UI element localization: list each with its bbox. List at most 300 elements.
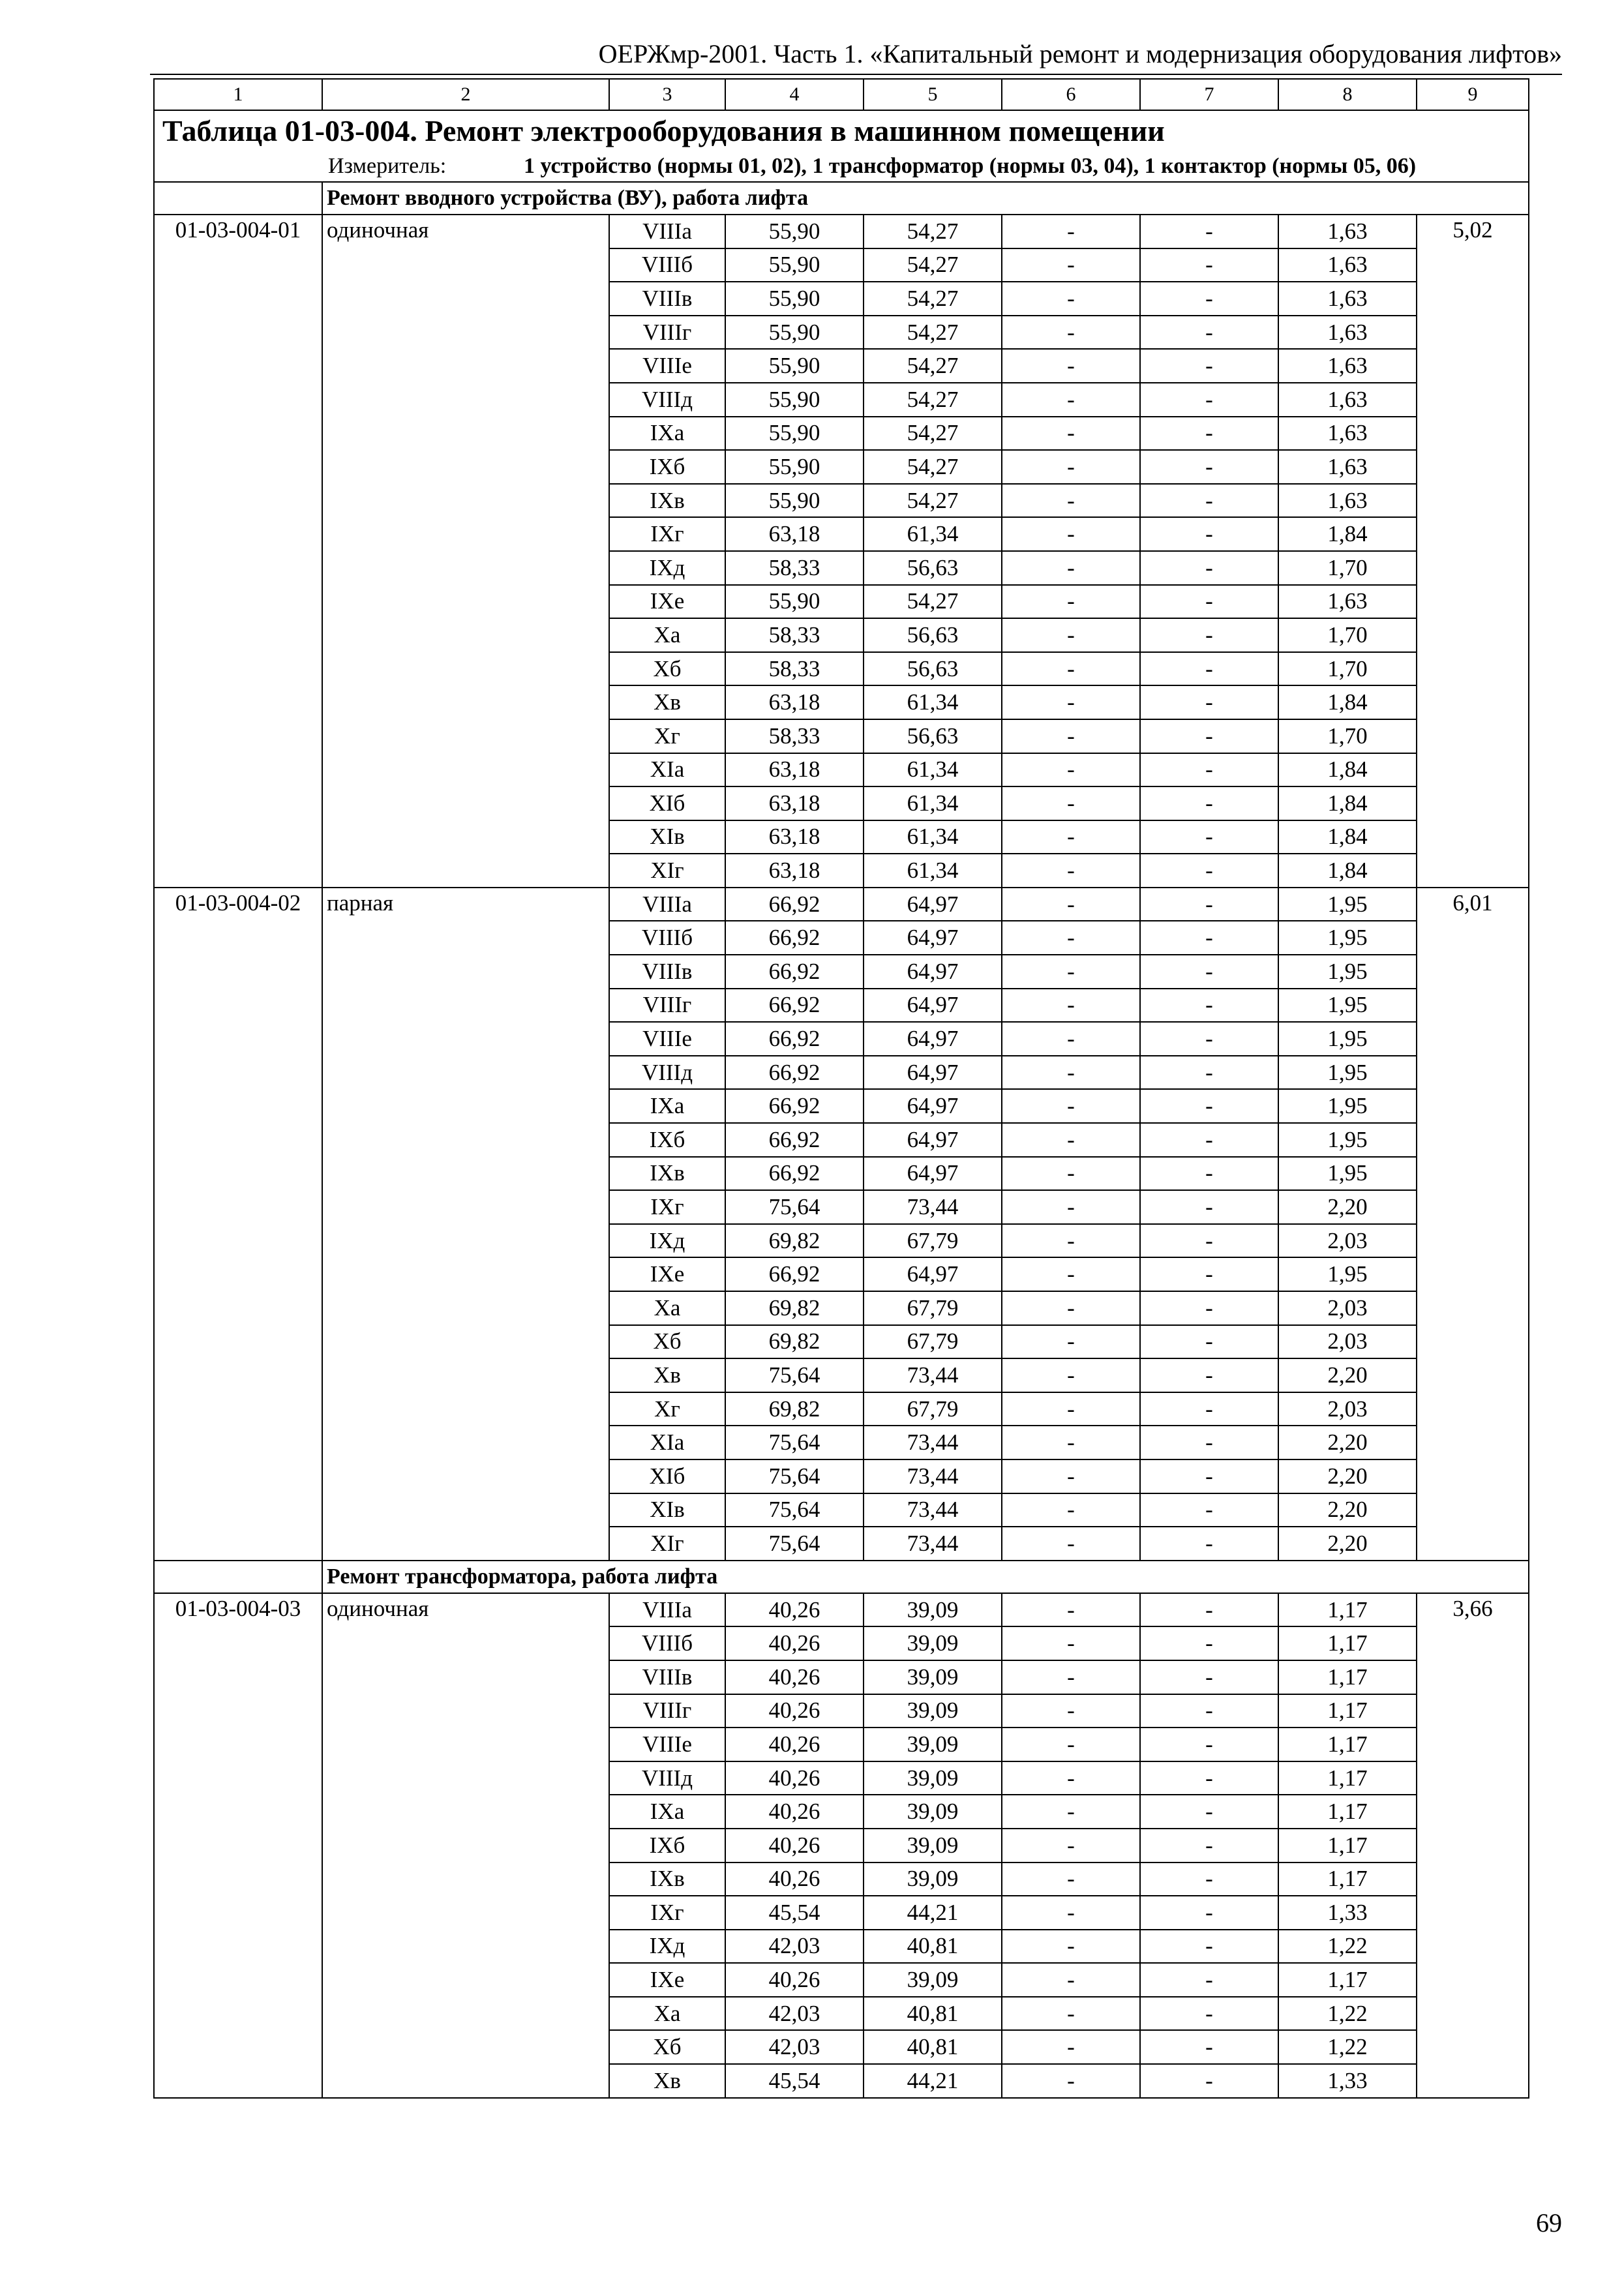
machine-cell: - <box>1002 1022 1140 1056</box>
zone-cell: VIIIб <box>609 1626 725 1660</box>
total-cost-cell: 75,64 <box>725 1493 864 1527</box>
zone-cell: VIIIд <box>609 383 725 417</box>
wages-cell: 73,44 <box>864 1493 1002 1527</box>
machine-cell: - <box>1002 417 1140 451</box>
total-cost-cell: 40,26 <box>725 1795 864 1829</box>
zone-cell: Xа <box>609 618 725 652</box>
rate-code: 01-03-004-03 <box>154 1593 322 2098</box>
total-cost-cell: 66,92 <box>725 1157 864 1191</box>
column-number: 5 <box>864 79 1002 110</box>
total-cost-cell: 63,18 <box>725 786 864 820</box>
zone-cell: XIа <box>609 753 725 787</box>
machine-cell: - <box>1002 1291 1140 1325</box>
table-title: Таблица 01-03-004. Ремонт электрооборудования в машинном помещении <box>154 110 1529 151</box>
machine-cell: - <box>1002 282 1140 316</box>
zone-cell: XIв <box>609 820 725 854</box>
running-header: ОЕРЖмр-2001. Часть 1. «Капитальный ремонт и модернизация оборудования лифтов» <box>598 39 1562 68</box>
zone-cell: IXд <box>609 1930 725 1964</box>
zone-cell: VIIIе <box>609 349 725 383</box>
zone-cell: IXг <box>609 1896 725 1930</box>
table-row <box>154 215 1529 248</box>
machine-cell: - <box>1002 1426 1140 1459</box>
materials-cell: 1,84 <box>1278 753 1417 787</box>
wages-cell: 64,97 <box>864 1257 1002 1291</box>
machinist-wages-cell: - <box>1140 1325 1278 1359</box>
machine-cell: - <box>1002 820 1140 854</box>
machinist-wages-cell: - <box>1140 1190 1278 1224</box>
total-cost-cell: 66,92 <box>725 888 864 921</box>
wages-cell: 56,63 <box>864 652 1002 686</box>
machinist-wages-cell: - <box>1140 753 1278 787</box>
wages-cell: 54,27 <box>864 349 1002 383</box>
zone-cell: IXа <box>609 417 725 451</box>
materials-cell: 1,84 <box>1278 517 1417 551</box>
total-cost-cell: 55,90 <box>725 417 864 451</box>
total-cost-cell: 55,90 <box>725 383 864 417</box>
total-cost-cell: 66,92 <box>725 1056 864 1090</box>
materials-cell: 1,84 <box>1278 854 1417 888</box>
wages-cell: 54,27 <box>864 282 1002 316</box>
materials-cell: 1,63 <box>1278 383 1417 417</box>
machinist-wages-cell: - <box>1140 820 1278 854</box>
materials-cell: 2,03 <box>1278 1224 1417 1258</box>
wages-cell: 39,09 <box>864 1761 1002 1795</box>
zone-cell: Xб <box>609 2030 725 2064</box>
machine-cell: - <box>1002 618 1140 652</box>
column-number: 2 <box>322 79 609 110</box>
wages-cell: 64,97 <box>864 888 1002 921</box>
total-cost-cell: 45,54 <box>725 2064 864 2098</box>
machine-cell: - <box>1002 1459 1140 1493</box>
machine-cell: - <box>1002 1660 1140 1694</box>
total-cost-cell: 55,90 <box>725 248 864 282</box>
total-cost-cell: 40,26 <box>725 1593 864 1627</box>
materials-cell: 1,70 <box>1278 652 1417 686</box>
zone-cell: Xа <box>609 1291 725 1325</box>
section-title: Ремонт вводного устройства (ВУ), работа лифта <box>322 182 1529 215</box>
machinist-wages-cell: - <box>1140 316 1278 350</box>
zone-cell: VIIIа <box>609 215 725 248</box>
total-cost-cell: 42,03 <box>725 1930 864 1964</box>
machine-cell: - <box>1002 753 1140 787</box>
machinist-wages-cell: - <box>1140 1896 1278 1930</box>
machinist-wages-cell: - <box>1140 417 1278 451</box>
machine-cell: - <box>1002 2064 1140 2098</box>
zone-cell: VIIIд <box>609 1761 725 1795</box>
total-cost-cell: 66,92 <box>725 1257 864 1291</box>
machinist-wages-cell: - <box>1140 1459 1278 1493</box>
wages-cell: 40,81 <box>864 1930 1002 1964</box>
machinist-wages-cell: - <box>1140 1863 1278 1896</box>
total-cost-cell: 66,92 <box>725 921 864 955</box>
machinist-wages-cell: - <box>1140 854 1278 888</box>
zone-cell: VIIIа <box>609 888 725 921</box>
wages-cell: 54,27 <box>864 417 1002 451</box>
total-cost-cell: 75,64 <box>725 1527 864 1561</box>
machine-cell: - <box>1002 551 1140 585</box>
machine-cell: - <box>1002 1157 1140 1191</box>
machinist-wages-cell: - <box>1140 2064 1278 2098</box>
materials-cell: 1,63 <box>1278 484 1417 518</box>
materials-cell: 1,70 <box>1278 551 1417 585</box>
machinist-wages-cell: - <box>1140 450 1278 484</box>
machinist-wages-cell: - <box>1140 1392 1278 1426</box>
wages-cell: 56,63 <box>864 551 1002 585</box>
wages-cell: 73,44 <box>864 1426 1002 1459</box>
zone-cell: VIIIв <box>609 1660 725 1694</box>
materials-cell: 1,22 <box>1278 2030 1417 2064</box>
materials-cell: 1,95 <box>1278 1056 1417 1090</box>
zone-cell: XIг <box>609 854 725 888</box>
header-rule <box>150 74 1562 75</box>
machinist-wages-cell: - <box>1140 1257 1278 1291</box>
wages-cell: 61,34 <box>864 517 1002 551</box>
wages-cell: 54,27 <box>864 248 1002 282</box>
machinist-wages-cell: - <box>1140 1795 1278 1829</box>
machinist-wages-cell: - <box>1140 585 1278 619</box>
wages-cell: 56,63 <box>864 618 1002 652</box>
zone-cell: IXв <box>609 484 725 518</box>
materials-cell: 1,84 <box>1278 685 1417 719</box>
wages-cell: 39,09 <box>864 1795 1002 1829</box>
machinist-wages-cell: - <box>1140 1930 1278 1964</box>
machinist-wages-cell: - <box>1140 955 1278 989</box>
wages-cell: 64,97 <box>864 1022 1002 1056</box>
zone-cell: IXв <box>609 1157 725 1191</box>
zone-cell: IXг <box>609 517 725 551</box>
machinist-wages-cell: - <box>1140 652 1278 686</box>
total-cost-cell: 58,33 <box>725 551 864 585</box>
total-cost-cell: 55,90 <box>725 316 864 350</box>
rate-code: 01-03-004-02 <box>154 888 322 1561</box>
machine-cell: - <box>1002 719 1140 753</box>
total-cost-cell: 75,64 <box>725 1358 864 1392</box>
wages-cell: 54,27 <box>864 450 1002 484</box>
column-number: 1 <box>154 79 322 110</box>
materials-cell: 1,17 <box>1278 1694 1417 1728</box>
materials-cell: 1,63 <box>1278 215 1417 248</box>
materials-cell: 1,22 <box>1278 1930 1417 1964</box>
wages-cell: 39,09 <box>864 1829 1002 1863</box>
wages-cell: 54,27 <box>864 215 1002 248</box>
machine-cell: - <box>1002 1997 1140 2031</box>
labor-cost-cell: 3,66 <box>1417 1593 1529 2098</box>
total-cost-cell: 40,26 <box>725 1829 864 1863</box>
machinist-wages-cell: - <box>1140 1291 1278 1325</box>
zone-cell: Xб <box>609 1325 725 1359</box>
machine-cell: - <box>1002 248 1140 282</box>
total-cost-cell: 55,90 <box>725 585 864 619</box>
materials-cell: 2,20 <box>1278 1459 1417 1493</box>
machine-cell: - <box>1002 349 1140 383</box>
machinist-wages-cell: - <box>1140 1660 1278 1694</box>
machinist-wages-cell: - <box>1140 551 1278 585</box>
machinist-wages-cell: - <box>1140 786 1278 820</box>
total-cost-cell: 45,54 <box>725 1896 864 1930</box>
wages-cell: 54,27 <box>864 316 1002 350</box>
total-cost-cell: 55,90 <box>725 349 864 383</box>
materials-cell: 1,95 <box>1278 888 1417 921</box>
machinist-wages-cell: - <box>1140 1123 1278 1157</box>
total-cost-cell: 66,92 <box>725 1022 864 1056</box>
machine-cell: - <box>1002 517 1140 551</box>
materials-cell: 1,63 <box>1278 450 1417 484</box>
total-cost-cell: 58,33 <box>725 719 864 753</box>
zone-cell: VIIIб <box>609 921 725 955</box>
table-body <box>154 79 1529 2098</box>
machine-cell: - <box>1002 1694 1140 1728</box>
zone-cell: VIIIа <box>609 1593 725 1627</box>
total-cost-cell: 69,82 <box>725 1392 864 1426</box>
column-number: 9 <box>1417 79 1529 110</box>
materials-cell: 1,63 <box>1278 349 1417 383</box>
machine-cell: - <box>1002 1761 1140 1795</box>
zone-cell: Xа <box>609 1997 725 2031</box>
machine-cell: - <box>1002 1224 1140 1258</box>
materials-cell: 1,17 <box>1278 1626 1417 1660</box>
machinist-wages-cell: - <box>1140 282 1278 316</box>
unit-row <box>154 151 1529 182</box>
total-cost-cell: 69,82 <box>725 1325 864 1359</box>
materials-cell: 1,70 <box>1278 618 1417 652</box>
machinist-wages-cell: - <box>1140 383 1278 417</box>
wages-cell: 54,27 <box>864 484 1002 518</box>
total-cost-cell: 40,26 <box>725 1963 864 1997</box>
materials-cell: 1,33 <box>1278 1896 1417 1930</box>
zone-cell: IXд <box>609 1224 725 1258</box>
zone-cell: Xв <box>609 685 725 719</box>
zone-cell: XIб <box>609 1459 725 1493</box>
zone-cell: IXв <box>609 1863 725 1896</box>
wages-cell: 73,44 <box>864 1190 1002 1224</box>
column-number: 7 <box>1140 79 1278 110</box>
machine-cell: - <box>1002 888 1140 921</box>
zone-cell: VIIIе <box>609 1728 725 1761</box>
wages-cell: 44,21 <box>864 1896 1002 1930</box>
materials-cell: 1,95 <box>1278 989 1417 1023</box>
table-row <box>154 888 1529 921</box>
machinist-wages-cell: - <box>1140 1493 1278 1527</box>
machinist-wages-cell: - <box>1140 215 1278 248</box>
wages-cell: 40,81 <box>864 1997 1002 2031</box>
zone-cell: IXе <box>609 585 725 619</box>
wages-cell: 61,34 <box>864 854 1002 888</box>
materials-cell: 2,20 <box>1278 1493 1417 1527</box>
machinist-wages-cell: - <box>1140 719 1278 753</box>
wages-cell: 39,09 <box>864 1694 1002 1728</box>
total-cost-cell: 42,03 <box>725 2030 864 2064</box>
materials-cell: 1,17 <box>1278 1761 1417 1795</box>
machine-cell: - <box>1002 484 1140 518</box>
column-number: 8 <box>1278 79 1417 110</box>
machine-cell: - <box>1002 1930 1140 1964</box>
total-cost-cell: 40,26 <box>725 1863 864 1896</box>
zone-cell: IXе <box>609 1963 725 1997</box>
total-cost-cell: 63,18 <box>725 854 864 888</box>
machine-cell: - <box>1002 1593 1140 1627</box>
machinist-wages-cell: - <box>1140 1157 1278 1191</box>
wages-cell: 61,34 <box>864 753 1002 787</box>
total-cost-cell: 40,26 <box>725 1694 864 1728</box>
materials-cell: 1,63 <box>1278 417 1417 451</box>
materials-cell: 1,95 <box>1278 1089 1417 1123</box>
wages-cell: 39,09 <box>864 1963 1002 1997</box>
materials-cell: 1,33 <box>1278 2064 1417 2098</box>
wages-cell: 39,09 <box>864 1626 1002 1660</box>
labor-cost-cell: 6,01 <box>1417 888 1529 1561</box>
total-cost-cell: 40,26 <box>725 1728 864 1761</box>
total-cost-cell: 66,92 <box>725 1089 864 1123</box>
zone-cell: VIIIе <box>609 1022 725 1056</box>
wages-cell: 73,44 <box>864 1459 1002 1493</box>
zone-cell: VIIIг <box>609 1694 725 1728</box>
zone-cell: IXб <box>609 1829 725 1863</box>
zone-cell: XIа <box>609 1426 725 1459</box>
machine-cell: - <box>1002 921 1140 955</box>
total-cost-cell: 40,26 <box>725 1626 864 1660</box>
wages-cell: 64,97 <box>864 989 1002 1023</box>
total-cost-cell: 58,33 <box>725 652 864 686</box>
wages-cell: 73,44 <box>864 1527 1002 1561</box>
machine-cell: - <box>1002 383 1140 417</box>
machine-cell: - <box>1002 1392 1140 1426</box>
machine-cell: - <box>1002 854 1140 888</box>
materials-cell: 1,63 <box>1278 248 1417 282</box>
total-cost-cell: 40,26 <box>725 1660 864 1694</box>
zone-cell: Xв <box>609 1358 725 1392</box>
machine-cell: - <box>1002 1257 1140 1291</box>
rate-name: парная <box>322 888 609 1561</box>
total-cost-cell: 55,90 <box>725 215 864 248</box>
column-number: 6 <box>1002 79 1140 110</box>
total-cost-cell: 63,18 <box>725 685 864 719</box>
total-cost-cell: 58,33 <box>725 618 864 652</box>
machine-cell: - <box>1002 685 1140 719</box>
machinist-wages-cell: - <box>1140 618 1278 652</box>
zone-cell: IXа <box>609 1795 725 1829</box>
wages-cell: 54,27 <box>864 585 1002 619</box>
machine-cell: - <box>1002 1829 1140 1863</box>
machinist-wages-cell: - <box>1140 1527 1278 1561</box>
materials-cell: 1,70 <box>1278 719 1417 753</box>
wages-cell: 64,97 <box>864 1157 1002 1191</box>
total-cost-cell: 66,92 <box>725 955 864 989</box>
column-number: 4 <box>725 79 864 110</box>
unit-label: Измеритель: <box>328 153 447 178</box>
wages-cell: 64,97 <box>864 921 1002 955</box>
machine-cell: - <box>1002 1089 1140 1123</box>
zone-cell: IXа <box>609 1089 725 1123</box>
machinist-wages-cell: - <box>1140 1056 1278 1090</box>
machinist-wages-cell: - <box>1140 888 1278 921</box>
materials-cell: 2,20 <box>1278 1190 1417 1224</box>
machinist-wages-cell: - <box>1140 1997 1278 2031</box>
machine-cell: - <box>1002 1795 1140 1829</box>
total-cost-cell: 75,64 <box>725 1459 864 1493</box>
total-cost-cell: 55,90 <box>725 282 864 316</box>
table-row <box>154 1593 1529 1627</box>
machine-cell: - <box>1002 2030 1140 2064</box>
machinist-wages-cell: - <box>1140 2030 1278 2064</box>
machine-cell: - <box>1002 1863 1140 1896</box>
wages-cell: 54,27 <box>864 383 1002 417</box>
section-header-row <box>154 182 1529 215</box>
machinist-wages-cell: - <box>1140 921 1278 955</box>
zone-cell: Xг <box>609 1392 725 1426</box>
machinist-wages-cell: - <box>1140 1829 1278 1863</box>
materials-cell: 1,17 <box>1278 1863 1417 1896</box>
zone-cell: XIг <box>609 1527 725 1561</box>
machinist-wages-cell: - <box>1140 517 1278 551</box>
table-title-row <box>154 110 1529 151</box>
total-cost-cell: 63,18 <box>725 753 864 787</box>
section-title: Ремонт трансформатора, работа лифта <box>322 1561 1529 1593</box>
wages-cell: 39,09 <box>864 1660 1002 1694</box>
zone-cell: VIIIд <box>609 1056 725 1090</box>
materials-cell: 1,63 <box>1278 585 1417 619</box>
wages-cell: 56,63 <box>864 719 1002 753</box>
machinist-wages-cell: - <box>1140 685 1278 719</box>
wages-cell: 44,21 <box>864 2064 1002 2098</box>
zone-cell: IXг <box>609 1190 725 1224</box>
wages-cell: 61,34 <box>864 786 1002 820</box>
zone-cell: XIв <box>609 1493 725 1527</box>
materials-cell: 1,17 <box>1278 1829 1417 1863</box>
wages-cell: 64,97 <box>864 1123 1002 1157</box>
section-header-row <box>154 1561 1529 1593</box>
machinist-wages-cell: - <box>1140 1728 1278 1761</box>
zone-cell: XIб <box>609 786 725 820</box>
materials-cell: 1,95 <box>1278 1123 1417 1157</box>
machinist-wages-cell: - <box>1140 248 1278 282</box>
total-cost-cell: 40,26 <box>725 1761 864 1795</box>
materials-cell: 1,17 <box>1278 1660 1417 1694</box>
zone-cell: Xв <box>609 2064 725 2098</box>
total-cost-cell: 63,18 <box>725 820 864 854</box>
machinist-wages-cell: - <box>1140 989 1278 1023</box>
rate-name: одиночная <box>322 215 609 888</box>
wages-cell: 39,09 <box>864 1863 1002 1896</box>
materials-cell: 1,95 <box>1278 1022 1417 1056</box>
section-blank-cell <box>154 182 322 215</box>
machinist-wages-cell: - <box>1140 1089 1278 1123</box>
total-cost-cell: 63,18 <box>725 517 864 551</box>
machine-cell: - <box>1002 1123 1140 1157</box>
total-cost-cell: 66,92 <box>725 989 864 1023</box>
machine-cell: - <box>1002 1527 1140 1561</box>
zone-cell: IXб <box>609 1123 725 1157</box>
materials-cell: 2,20 <box>1278 1358 1417 1392</box>
materials-cell: 1,84 <box>1278 786 1417 820</box>
zone-cell: IXд <box>609 551 725 585</box>
machine-cell: - <box>1002 1728 1140 1761</box>
materials-cell: 1,95 <box>1278 1157 1417 1191</box>
section-blank-cell <box>154 1561 322 1593</box>
materials-cell: 2,03 <box>1278 1325 1417 1359</box>
machinist-wages-cell: - <box>1140 1358 1278 1392</box>
zone-cell: VIIIб <box>609 248 725 282</box>
machine-cell: - <box>1002 316 1140 350</box>
machine-cell: - <box>1002 215 1140 248</box>
machine-cell: - <box>1002 652 1140 686</box>
materials-cell: 1,22 <box>1278 1997 1417 2031</box>
machinist-wages-cell: - <box>1140 1694 1278 1728</box>
machinist-wages-cell: - <box>1140 349 1278 383</box>
rates-table-container <box>153 78 1528 2099</box>
materials-cell: 1,63 <box>1278 316 1417 350</box>
unit-text: 1 устройство (нормы 01, 02), 1 трансформатор (нормы 03, 04), 1 контактор (нормы 05, 06) <box>524 153 1417 178</box>
zone-cell: IXе <box>609 1257 725 1291</box>
